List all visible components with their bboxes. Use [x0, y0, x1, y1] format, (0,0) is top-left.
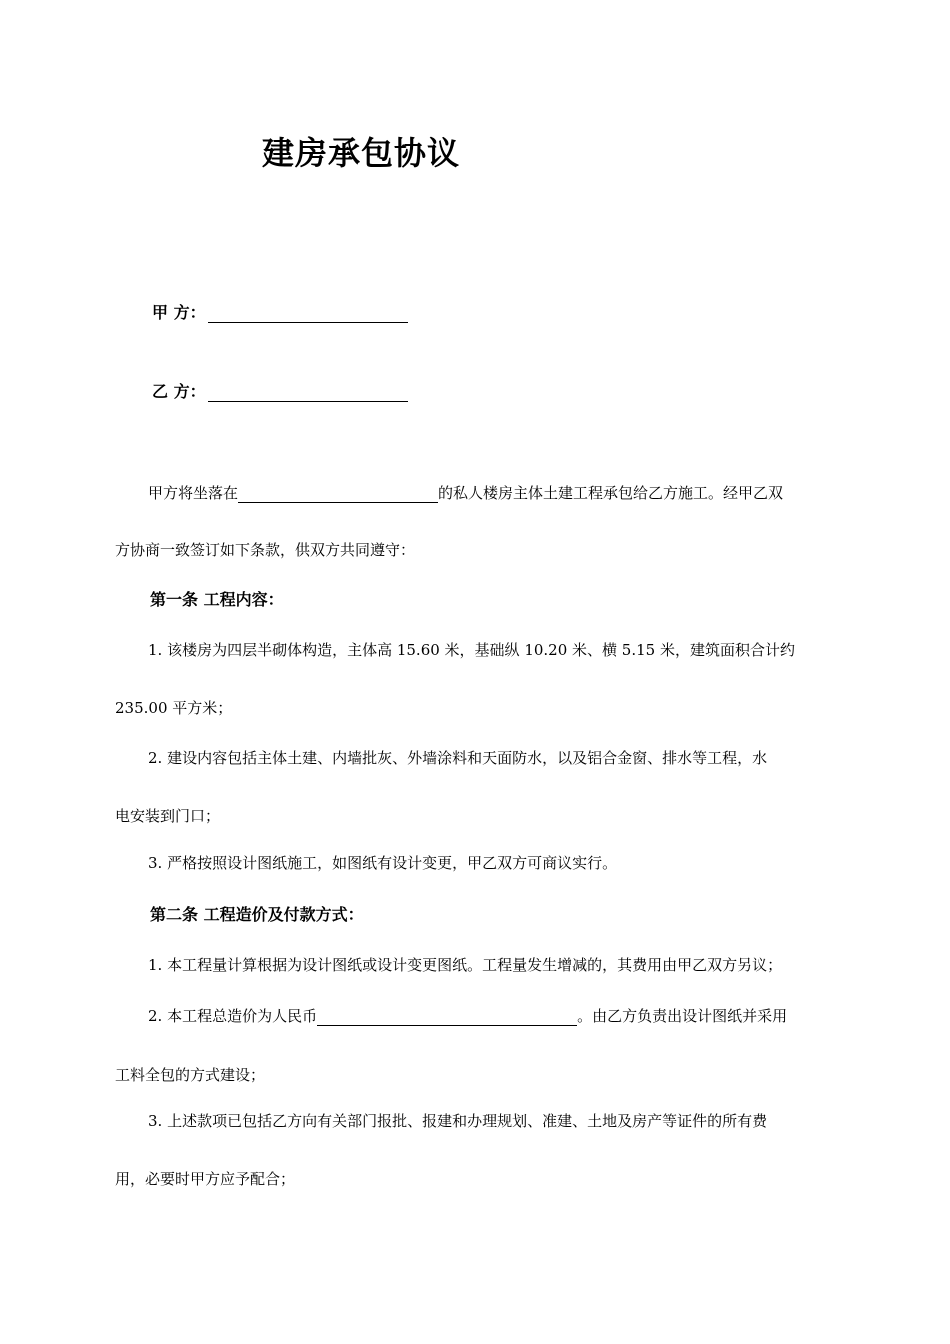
article-2-item-2-line-1	[148, 1005, 787, 1026]
article-1-item-2-line-2: 电安装到门口；	[115, 807, 221, 825]
article-1-item-2-line-1: 2. 建设内容包括主体土建、内墙批灰、外墙涂料和天面防水，以及铝合金窗、排水等工程，水	[148, 749, 768, 767]
article-1-item-1-line-1: 1. 该楼房为四层半砌体构造，主体高 15.60 米，基础纵 10.20 米、横 5.15 米，建筑面积合计约	[148, 641, 795, 659]
article-2-heading: 第二条 工程造价及付款方式：	[150, 905, 364, 924]
article-2-item-2-line-2: 工料全包的方式建设；	[115, 1066, 266, 1084]
location-blank	[238, 487, 438, 503]
party-b-label: 乙 方：	[152, 382, 206, 401]
article-2-item-3-line-2: 用，必要时甲方应予配合；	[115, 1170, 296, 1188]
party-b-row	[152, 379, 408, 402]
article-2-item-2-part-2: 。由乙方负责出设计图纸并采用	[577, 1007, 788, 1025]
party-a-row	[152, 300, 408, 323]
article-2-item-2-part-1: 2. 本工程总造价为人民币	[148, 1007, 318, 1025]
intro-part-2: 的私人楼房主体土建工程承包给乙方施工。经甲乙双	[438, 484, 784, 502]
intro-line-2: 方协商一致签订如下条款，供双方共同遵守：	[115, 541, 416, 559]
party-a-blank	[208, 306, 408, 323]
intro-line-1	[148, 482, 783, 503]
intro-part-1: 甲方将坐落在	[148, 484, 239, 502]
party-a-label: 甲 方：	[152, 303, 206, 322]
article-1-item-3: 3. 严格按照设计图纸施工，如图纸有设计变更，甲乙双方可商议实行。	[148, 854, 618, 872]
party-b-blank	[208, 385, 408, 402]
article-1-heading: 第一条 工程内容：	[150, 590, 284, 609]
document-title: 建房承包协议	[262, 134, 461, 172]
article-2-item-3-line-1: 3. 上述款项已包括乙方向有关部门报批、报建和办理规划、准建、土地及房产等证件的所有费	[148, 1112, 768, 1130]
price-blank	[317, 1010, 577, 1026]
article-1-item-1-line-2: 235.00 平方米；	[115, 699, 233, 717]
article-2-item-1: 1. 本工程量计算根据为设计图纸或设计变更图纸。工程量发生增减的，其费用由甲乙双方另议；	[148, 956, 783, 974]
